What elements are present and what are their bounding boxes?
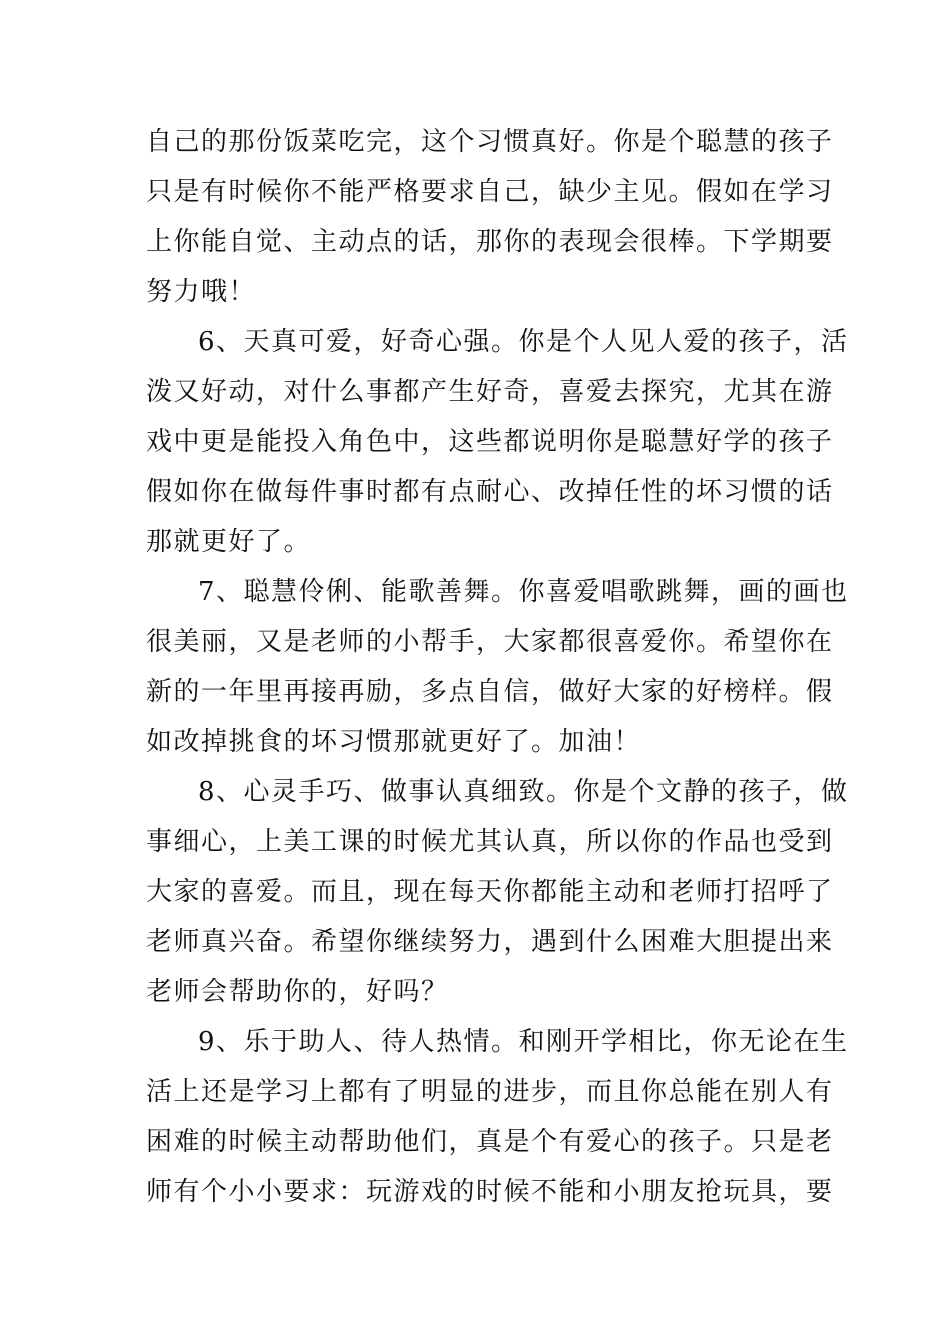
text-line: 假如你在做每件事时都有点耐心、改掉任性的坏习惯的话 (146, 477, 834, 507)
text-line: 大家的喜爱。而且，现在每天你都能主动和老师打招呼了 (146, 877, 834, 907)
text-line: 努力哦！ (146, 277, 257, 307)
paragraph-start-line: 8、心灵手巧、做事认真细致。你是个文静的孩子，做 (198, 777, 849, 807)
text-line: 困难的时候主动帮助他们，真是个有爱心的孩子。只是老 (146, 1127, 834, 1157)
text-line: 泼又好动，对什么事都产生好奇，喜爱去探究，尤其在游 (146, 377, 834, 407)
text-line: 老师真兴奋。希望你继续努力，遇到什么困难大胆提出来 (146, 927, 834, 957)
text-line: 如改掉挑食的坏习惯那就更好了。加油！ (146, 727, 642, 757)
text-line: 老师会帮助你的，好吗？ (146, 977, 449, 1007)
text-line: 戏中更是能投入角色中，这些都说明你是聪慧好学的孩子 (146, 427, 834, 457)
text-line: 很美丽，又是老师的小帮手，大家都很喜爱你。希望你在 (146, 627, 834, 657)
text-line: 新的一年里再接再励，多点自信，做好大家的好榜样。假 (146, 677, 834, 707)
paragraph-start-line: 7、聪慧伶俐、能歌善舞。你喜爱唱歌跳舞，画的画也 (198, 577, 849, 607)
text-line: 只是有时候你不能严格要求自己，缺少主见。假如在学习 (146, 177, 834, 207)
paragraph-start-line: 6、天真可爱，好奇心强。你是个人见人爱的孩子，活 (198, 327, 849, 357)
text-line: 师有个小小要求：玩游戏的时候不能和小朋友抢玩具，要 (146, 1177, 834, 1207)
text-line: 自己的那份饭菜吃完，这个习惯真好。你是个聪慧的孩子 (146, 127, 834, 157)
text-line: 那就更好了。 (146, 527, 312, 557)
text-line: 事细心，上美工课的时候尤其认真，所以你的作品也受到 (146, 827, 834, 857)
paragraph-start-line: 9、乐于助人、待人热情。和刚开学相比，你无论在生 (198, 1027, 849, 1057)
text-line: 活上还是学习上都有了明显的进步，而且你总能在别人有 (146, 1077, 834, 1107)
document-body (146, 124, 849, 1224)
text-line: 上你能自觉、主动点的话，那你的表现会很棒。下学期要 (146, 227, 834, 257)
